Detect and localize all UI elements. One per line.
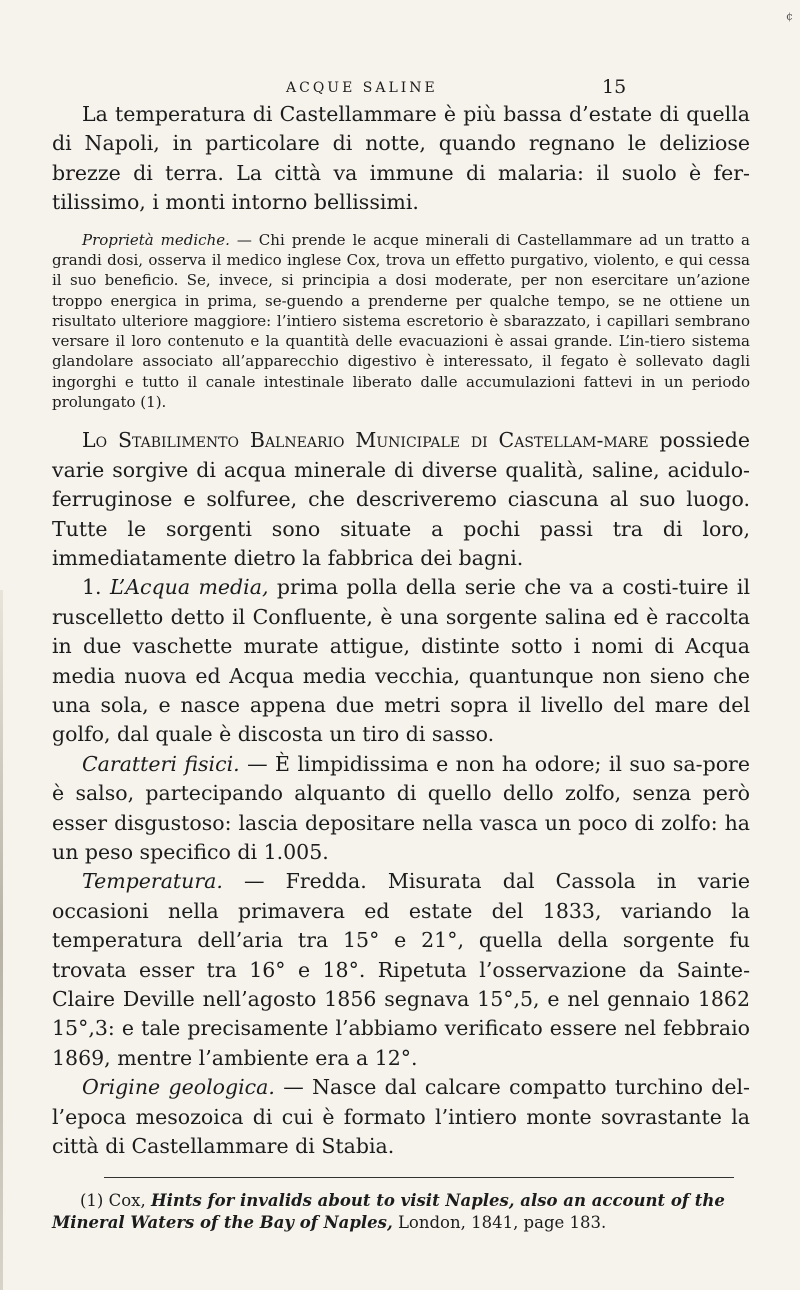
geology-text: — Nasce dal calcare compatto turchino del-l’epoca mesozoica di cui è formato l’intiero monte sovrastante la città di Castellammare di Stabia. [52,1075,750,1159]
section-heading-medical: Proprietà mediche. [82,230,230,249]
corner-mark: ¢ [786,10,793,23]
paragraph-climate: La temperatura di Castellammare è più bassa d’estate di quella di Napoli, in particolare di notte, quando regnano le deliziose brezze di terra. La città va immune di malaria: il suolo è fer-tilissimo, i monti intorno bellissimi. [52,102,750,215]
footnote [52,1190,750,1233]
geology-heading: Origine geologica. [82,1075,275,1100]
acqua-media-text: prima polla della serie che va a costi-tuire il ruscelletto detto il Confluente, è una sorgente salina ed è raccolta in due vaschette murate attigue, distinte sotto i nomi di Acqua media nuova ed Acqua media vecchia, quantunque non sieno che una sola, e nasce appena due metri sopra il livello del mare del golfo, dal quale è discosta un tiro di sasso. [52,575,751,747]
medical-text: — Chi prende le acque minerali di Castellammare ad un tratto a grandi dosi, osserva il medico inglese Cox, trova un effetto purgativo, violento, e qui cessa il suo beneficio. Se, invece, si principia a dosi moderate, per non esercitare un’azione troppo energica in prima, se-guendo a prenderne per qualche tempo, se ne ottiene un risultato ulteriore maggiore: l’intiero sistema escretorio è sbarazzato, i capillari sembrano versare il loro contenuto e la quantità delle evacuazioni è assai grande. L’in-tiero sistema glandolare associato all’apparecchio digestivo è interessato, il fegato è sollevato dagli ingorghi e tutto il canale intestinale liberato dalle accumulazioni fattevi in un periodo prolungato (1). [52,230,750,411]
acqua-media-heading: L’Acqua media, [110,575,269,600]
page-number: 15 [602,76,627,98]
paragraph-acqua-media [52,573,750,749]
footnote-title: Hints for invalids about to visit Naples, also an account of the Mineral Waters of the Bay of Naples, [52,1191,725,1232]
paragraph-temperature [52,867,750,1073]
footnote-divider [104,1177,734,1178]
paragraph-geological-origin [52,1073,750,1161]
temperature-text: — Fredda. Misurata dal Cassola in varie occasioni nella primavera ed estate del 1833, variando la temperatura dell’aria tra 15° e 21°, quella della sorgente fu trovata esser tra 16° e 18°. Ripetuta l’osservazione da Sainte-Claire Deville nell’agosto 1856 segnava 15°,5, e nel gennaio 1862 15°,3: e tale precisamente l’abbiamo verificato essere nel febbraio 1869, mentre l’ambiente era a 12°. [52,869,750,1070]
running-title: ACQUE SALINE [286,80,438,96]
paragraph-physical-characters [52,750,750,868]
establishment-heading: Lo Stabilimento Balneario Municipale di Castellam-mare [82,428,649,453]
item-number: 1. [82,575,110,600]
physical-text: — È limpidissima e non ha odore; il suo sa-pore è salso, partecipando alquanto di quello dello zolfo, senza però esser disgustoso: lascia depositare nella vasca un poco di zolfo: ha un peso specifico di 1.005. [52,751,750,864]
footnote-marker: (1) Cox, [80,1191,151,1211]
physical-heading: Caratteri fisici. [82,751,240,776]
footnote-rest: London, 1841, page 183. [392,1212,607,1232]
establishment-text: possiede varie sorgive di acqua minerale di diverse qualità, saline, acidulo-ferruginose e solfuree, che descriveremo ciascuna al suo luogo. Tutte le sorgenti sono situate a pochi passi tra di loro, immediatamente dietro la fabbrica dei bagni. [52,428,750,570]
paragraph-medical-properties [52,230,750,413]
temperature-heading: Temperatura. [82,869,223,894]
binding-shadow [0,590,3,1290]
page-body [52,100,750,1233]
paragraph-establishment [52,426,750,573]
